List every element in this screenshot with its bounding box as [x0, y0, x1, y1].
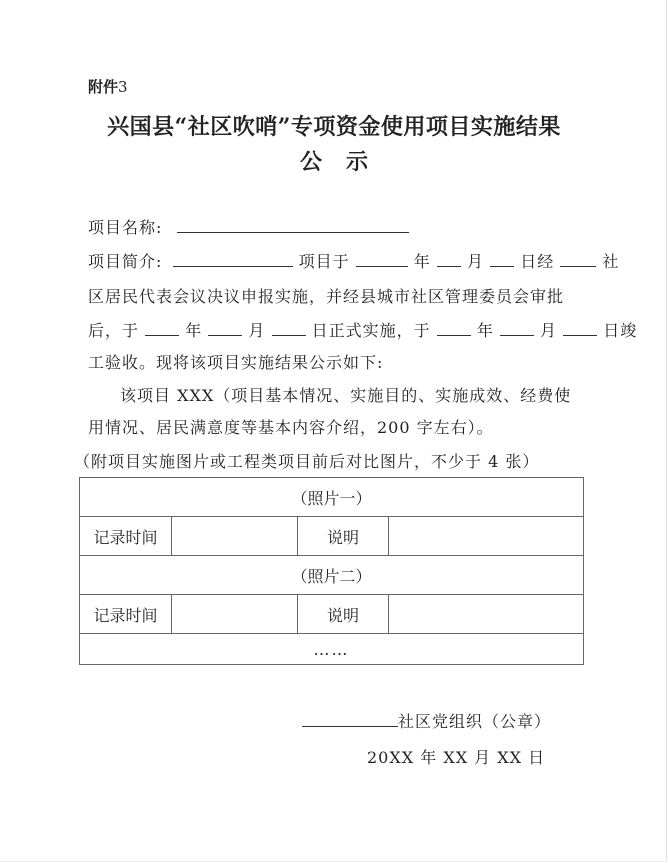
photo1-cell[interactable]: （照片一） — [80, 478, 584, 517]
accept-text-year: 年 — [476, 321, 494, 340]
photo1-info-row — [80, 517, 584, 556]
impl-text-day: 日正式实施，于 — [311, 321, 431, 340]
photo2-info-row — [80, 595, 584, 634]
signature-org: 社区党组织（公章） — [398, 712, 552, 731]
description-label: 说明 — [298, 595, 389, 634]
description-value[interactable] — [389, 595, 584, 634]
signature-blank[interactable] — [302, 712, 398, 727]
ellipsis-cell: …… — [80, 634, 584, 665]
intro-line-4: 工验收。现将该项目实施结果公示如下: — [88, 353, 384, 372]
document-title-line2: 公示 — [299, 149, 392, 175]
impl-blank-year[interactable] — [145, 321, 179, 336]
intro-blank-day[interactable] — [490, 252, 514, 267]
accept-blank-day[interactable] — [563, 321, 597, 336]
photo-table — [79, 477, 584, 665]
impl-text-year: 年 — [185, 321, 203, 340]
intro-text-after: 后，于 — [88, 321, 140, 340]
impl-blank-month[interactable] — [208, 321, 242, 336]
intro-line-3 — [88, 318, 637, 341]
record-time-value[interactable] — [172, 517, 298, 556]
intro-line-1 — [88, 249, 619, 272]
intro-text-community: 社 — [602, 252, 620, 271]
document-title: 兴国县“社区吹哨”专项资金使用项目实施结果 — [107, 114, 561, 140]
intro-text-year: 年 — [413, 252, 431, 271]
description-label: 说明 — [298, 517, 389, 556]
intro-blank-name[interactable] — [173, 252, 293, 267]
photo1-row — [80, 478, 584, 517]
photo2-row — [80, 556, 584, 595]
description-value[interactable] — [389, 517, 584, 556]
project-name-label: 项目名称: — [88, 218, 163, 237]
intro-text-day: 日经 — [520, 252, 555, 271]
accept-blank-year[interactable] — [437, 321, 471, 336]
ellipsis-row — [80, 634, 584, 665]
accept-text-day: 日竣 — [603, 321, 638, 340]
intro-text-month: 月 — [467, 252, 485, 271]
intro-text-project: 项目于 — [298, 252, 350, 271]
paragraph-line-1: 该项目 XXX（项目基本情况、实施目的、实施成效、经费使 — [120, 386, 572, 405]
impl-text-month: 月 — [248, 321, 266, 340]
record-time-label: 记录时间 — [80, 517, 172, 556]
project-name-blank[interactable] — [177, 218, 409, 233]
photo2-cell[interactable]: （照片二） — [80, 556, 584, 595]
intro-label: 项目简介: — [88, 252, 163, 271]
intro-blank-year[interactable] — [356, 252, 408, 267]
attachment-label: 附件3 — [88, 78, 128, 96]
intro-blank-month[interactable] — [437, 252, 461, 267]
accept-blank-month[interactable] — [500, 321, 534, 336]
paragraph-line-2: 用情况、居民满意度等基本内容介绍，200 字左右）。 — [88, 418, 494, 437]
project-name-row — [88, 215, 409, 238]
intro-blank-community[interactable] — [560, 252, 596, 267]
photo-note: （附项目实施图片或工程类项目前后对比图片，不少于 4 张） — [74, 452, 540, 471]
impl-blank-day[interactable] — [272, 321, 306, 336]
intro-line-2: 区居民代表会议决议申报实施，并经县城市社区管理委员会审批 — [88, 287, 565, 306]
record-time-value[interactable] — [172, 595, 298, 634]
signature-date: 20XX 年 XX 月 XX 日 — [367, 748, 546, 767]
record-time-label: 记录时间 — [80, 595, 172, 634]
accept-text-month: 月 — [540, 321, 558, 340]
signature-line — [302, 709, 551, 732]
